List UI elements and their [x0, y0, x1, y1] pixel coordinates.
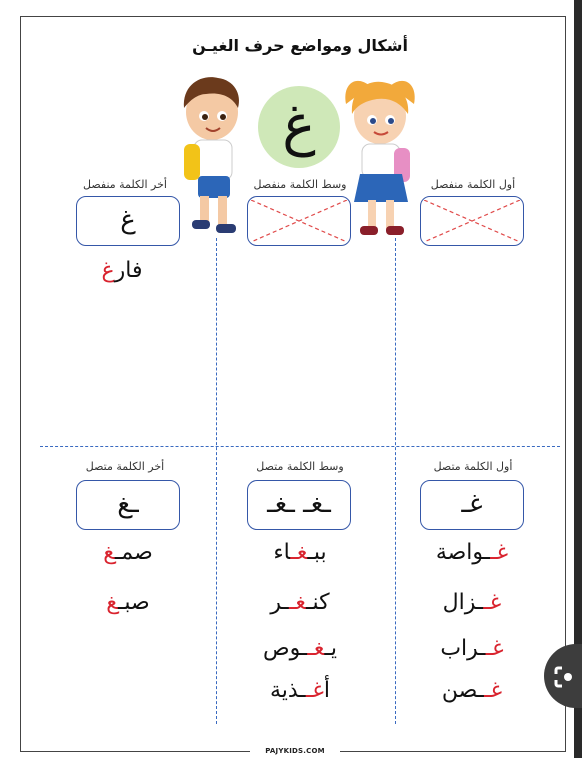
box-start-separate-crossed	[420, 196, 524, 246]
highlighted-letter: غـ	[490, 540, 509, 565]
highlighted-letter: غـ	[483, 590, 502, 615]
label-end-separate: أخر الكلمة منفصل	[83, 178, 167, 191]
word-part: كنـ	[306, 590, 330, 615]
label-middle-connected: وسط الكلمة متصل	[256, 460, 344, 473]
cross-mark-icon	[251, 200, 347, 242]
word-part: اء	[273, 540, 291, 565]
highlighted-letter: غ	[103, 540, 115, 565]
word-part: يـ	[324, 636, 338, 661]
word-part: ـوص	[262, 636, 308, 661]
word-part: أ	[323, 678, 330, 703]
highlighted-letter: غـ	[484, 678, 503, 703]
form-middle-connected: ـغـ ـغـ	[267, 489, 331, 519]
form-end-connected: ـغ	[117, 489, 139, 519]
highlighted-letter: غـ	[307, 636, 325, 661]
highlighted-letter: غـ	[288, 590, 307, 615]
girl-icon	[342, 74, 418, 244]
list-item	[240, 590, 360, 615]
list-item	[412, 540, 532, 565]
google-lens-icon	[552, 664, 578, 690]
list-item	[240, 636, 360, 661]
example-word-end-separate	[62, 258, 182, 283]
word-part: ـذية	[270, 678, 306, 703]
word-part: فار	[114, 258, 143, 283]
form-end-separate: غ	[120, 205, 136, 235]
word-part: ـصن	[441, 678, 485, 703]
featured-letter: غ	[258, 86, 340, 168]
list-item	[412, 636, 532, 661]
highlighted-letter: غـ	[485, 636, 504, 661]
highlighted-letter: غ	[106, 590, 118, 615]
box-middle-connected	[247, 480, 351, 530]
list-item	[240, 540, 360, 565]
section-divider	[40, 446, 560, 447]
boy-icon	[176, 72, 246, 242]
word-part: ـزال	[442, 590, 484, 615]
box-start-connected	[420, 480, 524, 530]
label-start-separate: أول الكلمة منفصل	[430, 178, 516, 191]
list-item	[68, 540, 188, 565]
form-start-connected: غـ	[461, 489, 483, 519]
highlighted-letter: غ	[101, 258, 115, 283]
list-item	[240, 678, 360, 703]
label-end-connected: أخر الكلمة متصل	[85, 460, 165, 473]
column-divider-right	[395, 238, 396, 724]
list-item	[412, 678, 532, 703]
word-part: ـواصة	[435, 540, 491, 565]
word-part: ـراب	[440, 636, 486, 661]
box-end-separate	[76, 196, 180, 246]
word-part: ـر	[270, 590, 289, 615]
footer-brand: PAJYKIDS.COM	[250, 744, 340, 758]
word-part: صبـ	[117, 590, 150, 615]
word-part: صمـ	[114, 540, 153, 565]
worksheet-title: أشكال ومواضع حرف الغيـن	[192, 36, 408, 55]
word-part: ببـ	[307, 540, 327, 565]
list-item	[68, 590, 188, 615]
highlighted-letter: غـ	[290, 540, 308, 565]
list-item	[412, 590, 532, 615]
label-start-connected: أول الكلمة متصل	[433, 460, 513, 473]
box-end-connected	[76, 480, 180, 530]
label-middle-separate: وسط الكلمة منفصل	[253, 178, 347, 191]
highlighted-letter: غـ	[305, 678, 324, 703]
cross-mark-icon	[424, 200, 520, 242]
column-divider-left	[216, 238, 217, 724]
box-middle-separate-crossed	[247, 196, 351, 246]
